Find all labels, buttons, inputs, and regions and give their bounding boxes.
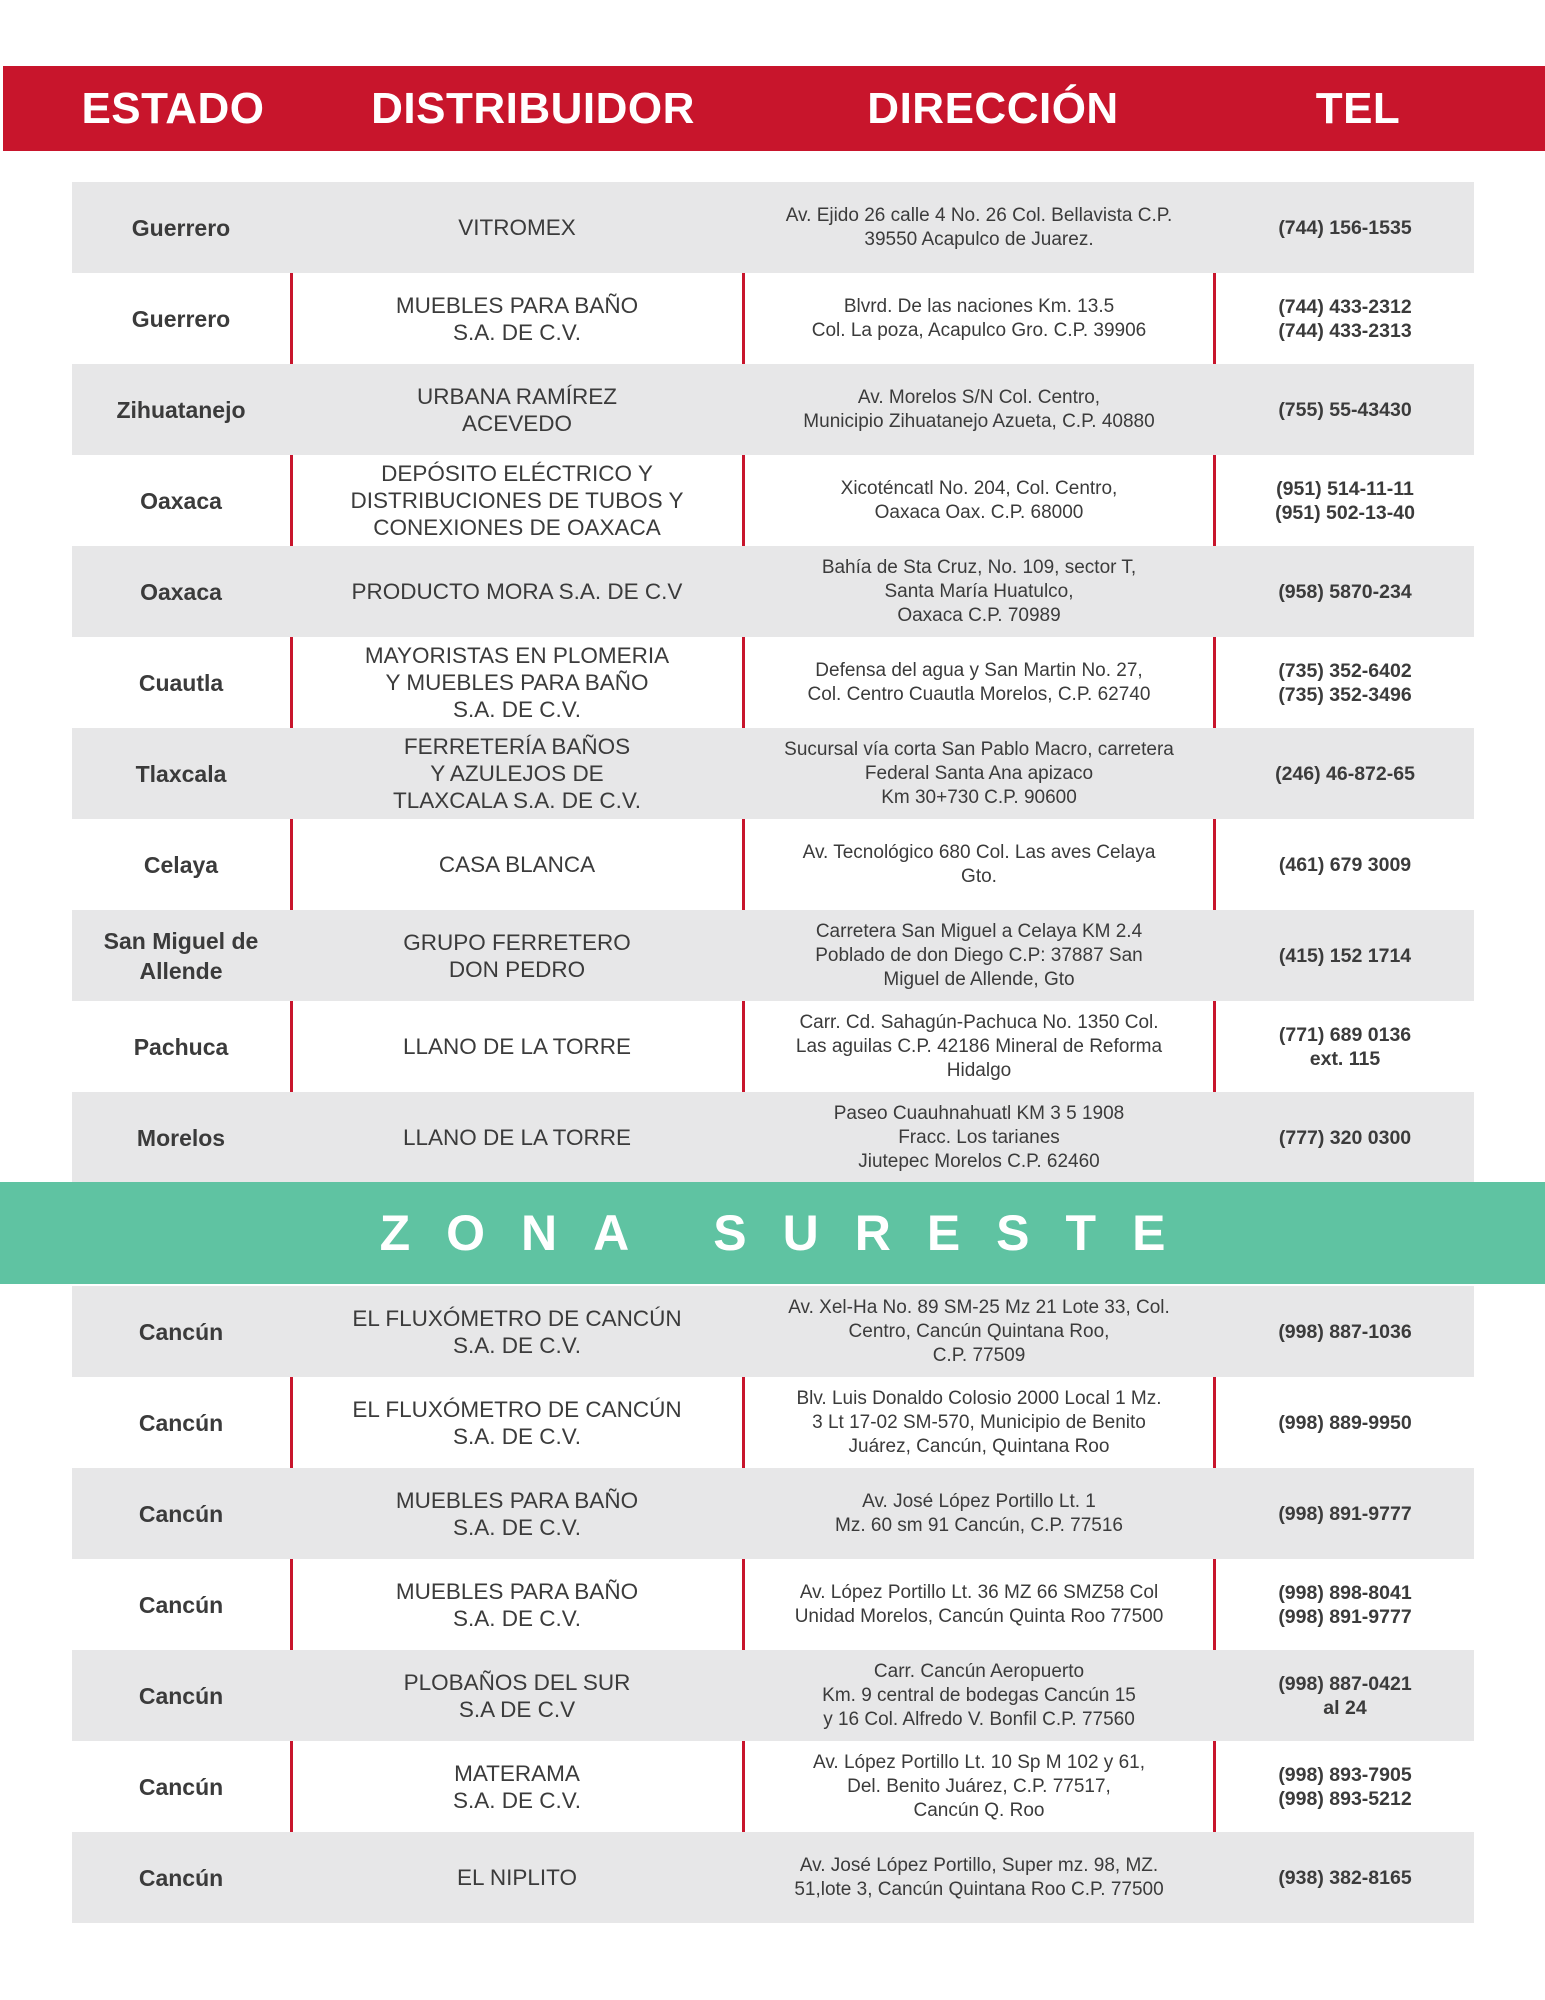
cell-estado: Cancún [138,1864,224,1891]
column-divider [742,1377,745,1468]
column-divider [742,637,745,728]
cell-tel: (958) 5870-234 [1278,580,1412,603]
cell-distribuidor: URBANA RAMÍREZ ACEVEDO [416,383,618,436]
table-row [72,1092,1474,1183]
table-row [72,1377,1474,1468]
cell-tel: (777) 320 0300 [1278,1126,1412,1149]
cell-estado: Cancún [138,1591,224,1618]
cell-tel: (735) 352-6402 (735) 352-3496 [1278,659,1412,706]
cell-distribuidor: EL FLUXÓMETRO DE CANCÚN S.A. DE C.V. [352,1305,682,1358]
cell-estado: Morelos [136,1124,226,1151]
cell-direccion: Av. José López Portillo Lt. 1 Mz. 60 sm 91 Cancún, C.P. 77516 [835,1490,1123,1536]
cell-tel: (744) 156-1535 [1278,216,1412,239]
cell-tel: (415) 152 1714 [1278,944,1412,967]
distributor-table-sureste [72,1286,1474,1923]
cell-direccion: Blvrd. De las naciones Km. 13.5 Col. La poza, Acapulco Gro. C.P. 39906 [811,295,1147,341]
cell-estado: Pachuca [133,1033,229,1060]
cell-direccion: Av. Tecnológico 680 Col. Las aves Celaya Gto. [802,841,1156,887]
cell-distribuidor: VITROMEX [458,215,576,240]
column-divider [742,1559,745,1650]
cell-distribuidor: MAYORISTAS EN PLOMERIA Y MUEBLES PARA BAÑO S.A. DE C.V. [364,643,670,722]
cell-estado: Guerrero [131,305,231,332]
table-row [72,637,1474,728]
cell-distribuidor: EL FLUXÓMETRO DE CANCÚN S.A. DE C.V. [352,1396,682,1449]
cell-tel: (461) 679 3009 [1278,853,1412,876]
cell-distribuidor: MATERAMA S.A. DE C.V. [453,1760,581,1813]
cell-distribuidor: PRODUCTO MORA S.A. DE C.V [351,579,683,604]
cell-tel: (998) 898-8041 (998) 891-9777 [1278,1581,1412,1628]
column-divider [1213,819,1216,910]
column-divider [290,637,293,728]
cell-estado: Cancún [138,1318,224,1345]
column-divider [742,1001,745,1092]
header-estado: ESTADO [81,84,265,133]
column-divider [742,819,745,910]
cell-direccion: Blv. Luis Donaldo Colosio 2000 Local 1 Mz. 3 Lt 17-02 SM-570, Municipio de Benito Juárez, Cancún, Quintana Roo [796,1387,1162,1457]
cell-tel: (938) 382-8165 [1278,1866,1412,1889]
cell-tel: (755) 55-43430 [1278,398,1412,421]
cell-estado: Oaxaca [140,487,222,514]
column-divider [742,273,745,364]
column-divider [742,455,745,546]
column-divider [290,455,293,546]
table-row [72,819,1474,910]
cell-direccion: Defensa del agua y San Martin No. 27, Col. Centro Cuautla Morelos, C.P. 62740 [807,659,1151,705]
cell-direccion: Carr. Cd. Sahagún-Pachuca No. 1350 Col. Las aguilas C.P. 42186 Mineral de Reforma Hidalgo [795,1011,1163,1081]
table-row [72,1286,1474,1377]
cell-estado: San Miguel de Allende [103,927,259,984]
table-row [72,1559,1474,1650]
cell-estado: Cancún [138,1773,224,1800]
table-row [72,728,1474,819]
cell-estado: Oaxaca [140,578,222,605]
cell-distribuidor: FERRETERÍA BAÑOS Y AZULEJOS DE TLAXCALA S.A. DE C.V. [392,734,642,813]
cell-tel: (998) 893-7905 (998) 893-5212 [1278,1763,1412,1810]
column-divider [1213,637,1216,728]
table-row [72,1741,1474,1832]
table-row [72,273,1474,364]
table-row [72,1468,1474,1559]
zone-title-sureste: ZONA SURESTE [0,1182,1545,1284]
cell-distribuidor: PLOBAÑOS DEL SUR S.A DE C.V [403,1669,631,1722]
table-header [3,66,1545,151]
column-divider [742,1741,745,1832]
cell-distribuidor: CASA BLANCA [438,852,596,877]
cell-estado: Celaya [143,851,219,878]
column-divider [1213,1741,1216,1832]
cell-direccion: Carr. Cancún Aeropuerto Km. 9 central de bodegas Cancún 15 y 16 Col. Alfredo V. Bonfil C.P. 77560 [822,1660,1136,1730]
cell-tel: (744) 433-2312 (744) 433-2313 [1278,295,1412,342]
cell-direccion: Av. Xel-Ha No. 89 SM-25 Mz 21 Lote 33, Col. Centro, Cancún Quintana Roo, C.P. 77509 [788,1296,1170,1366]
cell-tel: (998) 887-1036 [1278,1320,1412,1343]
column-divider [290,819,293,910]
column-divider [290,1741,293,1832]
cell-tel: (998) 887-0421 al 24 [1278,1672,1412,1719]
cell-distribuidor: DEPÓSITO ELÉCTRICO Y DISTRIBUCIONES DE TUBOS Y CONEXIONES DE OAXACA [350,461,684,540]
cell-tel: (951) 514-11-11 (951) 502-13-40 [1275,477,1415,524]
cell-estado: Cancún [138,1409,224,1436]
cell-direccion: Av. López Portillo Lt. 10 Sp M 102 y 61, Del. Benito Juárez, C.P. 77517, Cancún Q. Roo [813,1751,1145,1821]
cell-distribuidor: MUEBLES PARA BAÑO S.A. DE C.V. [395,1487,639,1540]
column-divider [290,273,293,364]
column-divider [1213,455,1216,546]
cell-direccion: Carretera San Miguel a Celaya KM 2.4 Poblado de don Diego C.P: 37887 San Miguel de Allende, Gto [815,920,1143,990]
distributor-table-centro [72,182,1474,1183]
cell-distribuidor: GRUPO FERRETERO DON PEDRO [403,929,631,982]
cell-estado: Cuautla [138,669,224,696]
cell-distribuidor: LLANO DE LA TORRE [402,1125,631,1150]
column-divider [290,1377,293,1468]
column-divider [290,1559,293,1650]
cell-direccion: Av. Ejido 26 calle 4 No. 26 Col. Bellavista C.P. 39550 Acapulco de Juarez. [785,204,1173,250]
cell-tel: (998) 889-9950 [1278,1411,1412,1434]
cell-tel: (998) 891-9777 [1278,1502,1412,1525]
cell-estado: Cancún [138,1500,224,1527]
cell-tel: (771) 689 0136 ext. 115 [1278,1023,1412,1070]
cell-distribuidor: MUEBLES PARA BAÑO S.A. DE C.V. [395,292,639,345]
header-distribuidor: DISTRIBUIDOR [371,84,695,133]
table-row [72,1650,1474,1741]
table-row [72,364,1474,455]
header-tel: TEL [1315,84,1401,133]
cell-direccion: Av. José López Portillo, Super mz. 98, MZ. 51,lote 3, Cancún Quintana Roo C.P. 77500 [794,1854,1164,1900]
column-divider [1213,1001,1216,1092]
table-row [72,546,1474,637]
table-row [72,1832,1474,1923]
cell-direccion: Sucursal vía corta San Pablo Macro, carretera Federal Santa Ana apizaco Km 30+730 C.P. 90600 [784,738,1174,808]
column-divider [290,1001,293,1092]
cell-distribuidor: MUEBLES PARA BAÑO S.A. DE C.V. [395,1578,639,1631]
cell-distribuidor: LLANO DE LA TORRE [402,1034,631,1059]
cell-distribuidor: EL NIPLITO [456,1865,578,1890]
cell-direccion: Av. López Portillo Lt. 36 MZ 66 SMZ58 Col Unidad Morelos, Cancún Quinta Roo 77500 [794,1581,1164,1627]
cell-estado: Tlaxcala [135,760,227,787]
table-row [72,1001,1474,1092]
table-row [72,455,1474,546]
column-divider [1213,1377,1216,1468]
cell-estado: Cancún [138,1682,224,1709]
cell-direccion: Bahía de Sta Cruz, No. 109, sector T, Santa María Huatulco, Oaxaca C.P. 70989 [821,556,1137,626]
cell-estado: Guerrero [131,214,231,241]
header-direccion: DIRECCIÓN [867,84,1119,133]
table-row [72,910,1474,1001]
table-row [72,182,1474,273]
column-divider [1213,1559,1216,1650]
cell-estado: Zihuatanejo [116,396,246,423]
cell-direccion: Av. Morelos S/N Col. Centro, Municipio Zihuatanejo Azueta, C.P. 40880 [803,386,1155,432]
cell-direccion: Paseo Cuauhnahuatl KM 3 5 1908 Fracc. Los tarianes Jiutepec Morelos C.P. 62460 [833,1102,1125,1172]
cell-tel: (246) 46-872-65 [1275,762,1415,785]
column-divider [1213,273,1216,364]
cell-direccion: Xicoténcatl No. 204, Col. Centro, Oaxaca Oax. C.P. 68000 [840,477,1118,523]
